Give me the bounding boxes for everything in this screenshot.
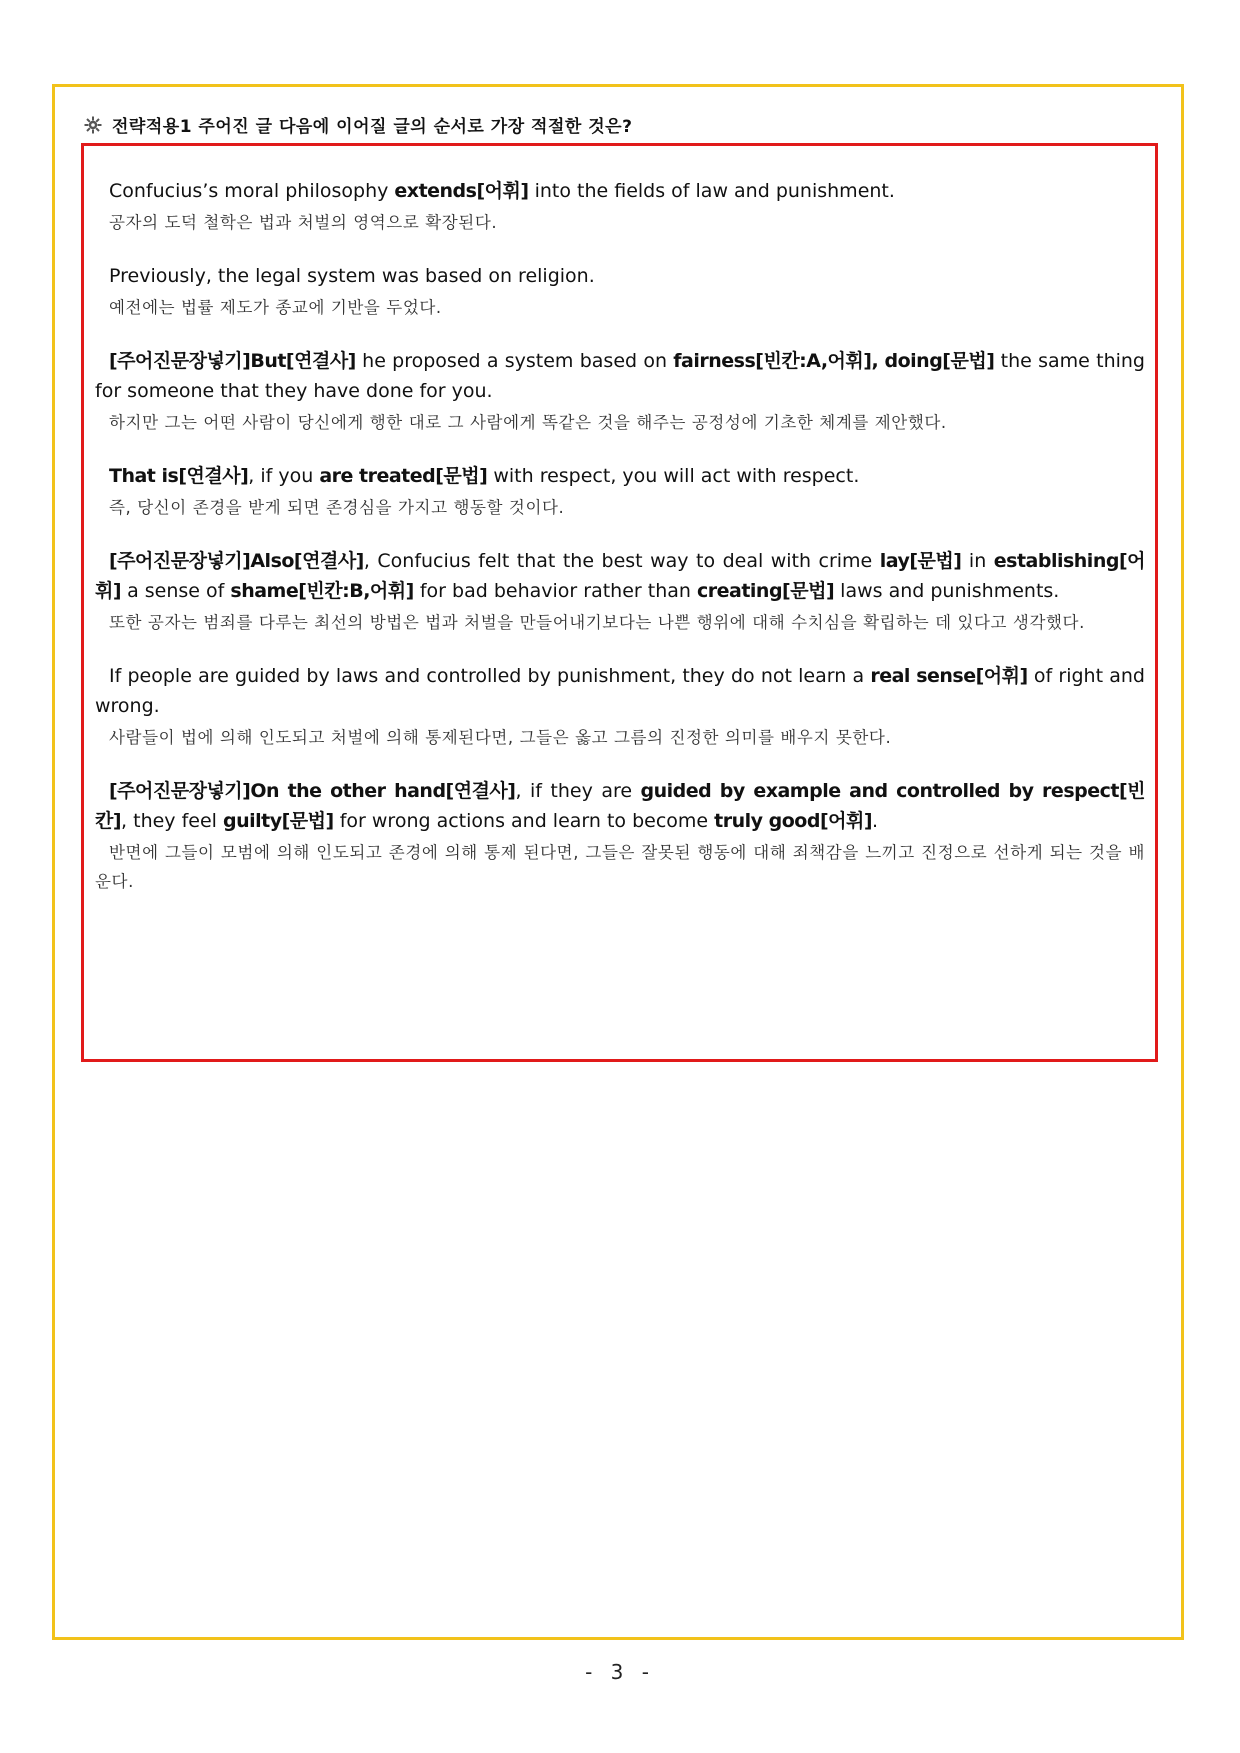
english-sentence <box>95 176 1145 206</box>
sentence-text: into the fields of law and punishment. <box>528 180 895 202</box>
translation-text: 반면에 그들이 모범에 의해 인도되고 존경에 의해 통제 된다면, 그들은 잘못된 행동에 대해 죄책감을 느끼고 진정으로 선하게 되는 것을 배운다. <box>95 843 1145 891</box>
sentence-text: . <box>872 810 879 832</box>
english-sentence <box>95 461 1145 491</box>
translation-text: 사람들이 법에 의해 인도되고 처벌에 의해 통제된다면, 그들은 옳고 그름의 진정한 의미를 배우지 못한다. <box>109 728 892 747</box>
korean-translation <box>95 293 1145 322</box>
sentence-text: , if they are <box>515 780 641 802</box>
passage-sentence-block <box>95 461 1145 522</box>
sentence-text: a sense of <box>121 580 231 602</box>
sentence-text: laws and punishments. <box>834 580 1060 602</box>
annotated-phrase: creating[문법] <box>696 580 835 602</box>
passage-sentence-block <box>95 261 1145 322</box>
passage-box <box>81 143 1158 1062</box>
annotated-phrase: lay[문법] <box>879 550 962 572</box>
annotated-phrase: shame[빈칸:B,어휘] <box>230 580 414 602</box>
annotated-phrase: fairness[빈칸:A,어휘], doing[문법] <box>673 350 995 372</box>
annotated-phrase: establishing[어휘] <box>95 550 1145 602</box>
sentence-text: for bad behavior rather than <box>413 580 697 602</box>
annotated-phrase: [주어진문장넣기]On the other hand[연결사] <box>109 780 516 802</box>
translation-text: 예전에는 법률 제도가 종교에 기반을 두었다. <box>109 298 442 317</box>
annotated-phrase: truly good[어휘] <box>714 810 873 832</box>
sentence-text: , if you <box>248 465 320 487</box>
korean-translation <box>95 408 1145 437</box>
question-heading <box>84 112 632 137</box>
translation-text: 즉, 당신이 존경을 받게 되면 존경심을 가지고 행동할 것이다. <box>109 498 565 517</box>
sentence-text: , they feel <box>121 810 223 832</box>
sentence-text: Previously, the legal system was based on religion. <box>109 265 595 287</box>
korean-translation <box>95 838 1145 896</box>
sentence-text: of right and wrong. <box>95 665 1145 717</box>
page-number: - 3 - <box>585 1660 655 1684</box>
english-sentence <box>95 661 1145 721</box>
passage-sentence-block <box>95 346 1145 437</box>
gear-bullet-icon <box>84 116 102 134</box>
annotated-phrase: are treated[문법] <box>319 465 488 487</box>
passage-sentence-block <box>95 546 1145 637</box>
sentence-text: he proposed a system based on <box>355 350 674 372</box>
passage-sentence-block <box>95 176 1145 237</box>
sentence-text: the same thing for someone that they have done for you. <box>95 350 1145 402</box>
passage-sentence-block <box>95 661 1145 752</box>
translation-text: 하지만 그는 어떤 사람이 당신에게 행한 대로 그 사람에게 똑같은 것을 해주는 공정성에 기초한 체계를 제안했다. <box>109 413 947 432</box>
passage-sentence-block <box>95 776 1145 896</box>
sentence-text: , Confucius felt that the best way to deal with crime <box>363 550 880 572</box>
sentence-text: in <box>961 550 994 572</box>
question-text: 전략적용1 주어진 글 다음에 이어질 글의 순서로 가장 적절한 것은? <box>112 117 633 137</box>
annotated-phrase: guilty[문법] <box>222 810 334 832</box>
sentence-text: Confucius’s moral philosophy <box>109 180 395 202</box>
english-sentence <box>95 261 1145 291</box>
english-sentence <box>95 346 1145 406</box>
annotated-phrase: extends[어휘] <box>394 180 529 202</box>
annotated-phrase: [주어진문장넣기]But[연결사] <box>109 350 356 372</box>
sentence-text: If people are guided by laws and controlled by punishment, they do not learn a <box>109 665 871 687</box>
sentence-text: for wrong actions and learn to become <box>333 810 715 832</box>
annotated-phrase: [주어진문장넣기]Also[연결사] <box>109 550 364 572</box>
annotated-phrase: guided by example and controlled by respect[빈칸] <box>95 780 1145 832</box>
annotated-phrase: real sense[어휘] <box>870 665 1028 687</box>
translation-text: 또한 공자는 범죄를 다루는 최선의 방법은 법과 처벌을 만들어내기보다는 나쁜 행위에 대해 수치심을 확립하는 데 있다고 생각했다. <box>109 613 1085 632</box>
annotated-phrase: That is[연결사] <box>109 465 249 487</box>
translation-text: 공자의 도덕 철학은 법과 처벌의 영역으로 확장된다. <box>109 213 498 232</box>
sentence-text: with respect, you will act with respect. <box>487 465 860 487</box>
english-sentence <box>95 776 1145 836</box>
korean-translation <box>95 493 1145 522</box>
korean-translation <box>95 608 1145 637</box>
korean-translation <box>95 208 1145 237</box>
english-sentence <box>95 546 1145 606</box>
korean-translation <box>95 723 1145 752</box>
